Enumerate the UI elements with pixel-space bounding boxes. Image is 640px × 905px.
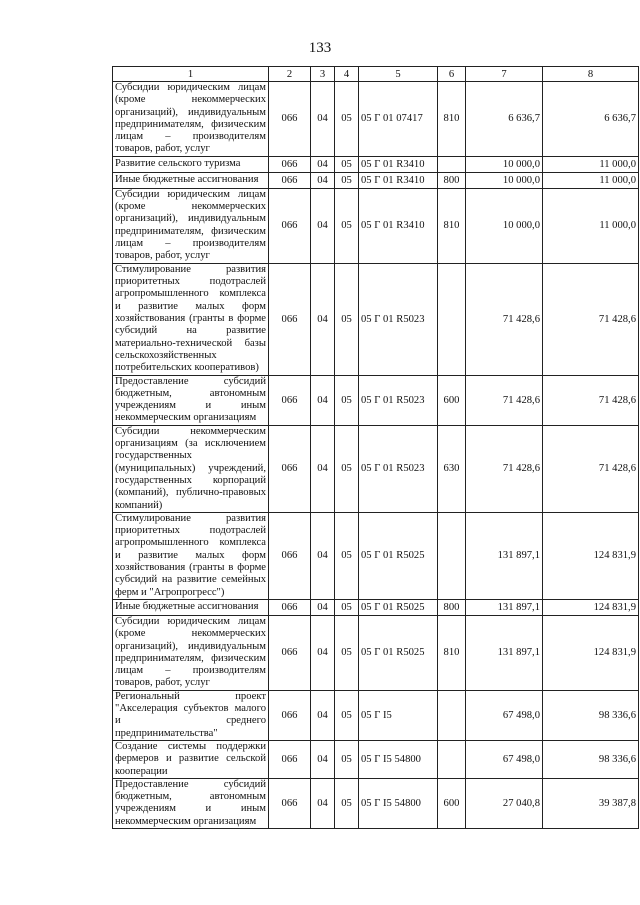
target-article-code: 05 Г I5 54800 (359, 778, 438, 828)
table-row (113, 263, 639, 375)
subsection-code: 05 (335, 615, 359, 690)
subsection-code: 05 (335, 156, 359, 172)
column-header: 8 (543, 67, 639, 82)
column-header: 1 (113, 67, 269, 82)
grbs-code: 066 (269, 82, 311, 157)
grbs-code: 066 (269, 512, 311, 599)
table-row (113, 615, 639, 690)
header-row (113, 67, 639, 82)
section-code: 04 (311, 740, 335, 778)
target-article-code: 05 Г 01 R5025 (359, 599, 438, 615)
expense-type-code: 810 (438, 615, 466, 690)
row-name: Развитие сельского туризма (113, 156, 269, 172)
amount-year-1: 131 897,1 (466, 615, 543, 690)
target-article-code: 05 Г I5 (359, 690, 438, 740)
subsection-code: 05 (335, 740, 359, 778)
expense-type-code: 800 (438, 172, 466, 188)
amount-year-1: 71 428,6 (466, 425, 543, 512)
grbs-code: 066 (269, 172, 311, 188)
section-code: 04 (311, 425, 335, 512)
table-row (113, 512, 639, 599)
target-article-code: 05 Г 01 R5025 (359, 615, 438, 690)
amount-year-2: 39 387,8 (543, 778, 639, 828)
expense-type-code (438, 156, 466, 172)
target-article-code: 05 Г 01 R3410 (359, 156, 438, 172)
amount-year-2: 11 000,0 (543, 172, 639, 188)
amount-year-2: 11 000,0 (543, 188, 639, 263)
grbs-code: 066 (269, 263, 311, 375)
amount-year-2: 71 428,6 (543, 425, 639, 512)
table-row (113, 156, 639, 172)
target-article-code: 05 Г 01 R5025 (359, 512, 438, 599)
amount-year-1: 67 498,0 (466, 690, 543, 740)
amount-year-1: 27 040,8 (466, 778, 543, 828)
subsection-code: 05 (335, 188, 359, 263)
section-code: 04 (311, 82, 335, 157)
grbs-code: 066 (269, 599, 311, 615)
amount-year-2: 98 336,6 (543, 740, 639, 778)
target-article-code: 05 Г 01 R5023 (359, 263, 438, 375)
expense-type-code: 810 (438, 188, 466, 263)
subsection-code: 05 (335, 172, 359, 188)
amount-year-2: 11 000,0 (543, 156, 639, 172)
expense-type-code (438, 740, 466, 778)
expense-type-code (438, 690, 466, 740)
row-name: Субсидии юридическим лицам (кроме некоммерческих организаций), индивидуальным предпринимателям, физическим лицам – производителям товаров, работ, услуг (113, 188, 269, 263)
amount-year-2: 124 831,9 (543, 512, 639, 599)
amount-year-2: 98 336,6 (543, 690, 639, 740)
budget-table (112, 66, 639, 829)
row-name: Субсидии некоммерческим организациям (за исключением государственных (муниципальных) учреждений, государственных корпораций (компаний), публично-правовых компаний) (113, 425, 269, 512)
section-code: 04 (311, 615, 335, 690)
amount-year-2: 124 831,9 (543, 615, 639, 690)
table-row (113, 375, 639, 425)
amount-year-1: 131 897,1 (466, 512, 543, 599)
table-row (113, 425, 639, 512)
target-article-code: 05 Г 01 R5023 (359, 425, 438, 512)
section-code: 04 (311, 156, 335, 172)
section-code: 04 (311, 263, 335, 375)
column-header: 4 (335, 67, 359, 82)
table-row (113, 82, 639, 157)
subsection-code: 05 (335, 425, 359, 512)
column-header: 6 (438, 67, 466, 82)
amount-year-1: 131 897,1 (466, 599, 543, 615)
grbs-code: 066 (269, 425, 311, 512)
expense-type-code: 600 (438, 375, 466, 425)
section-code: 04 (311, 690, 335, 740)
section-code: 04 (311, 599, 335, 615)
section-code: 04 (311, 172, 335, 188)
column-header: 7 (466, 67, 543, 82)
grbs-code: 066 (269, 375, 311, 425)
row-name: Стимулирование развития приоритетных подотраслей агропромышленного комплекса и развитие малых форм хозяйствования (гранты в форме субсидий на развитие семейных ферм и "Агропрогресс") (113, 512, 269, 599)
section-code: 04 (311, 188, 335, 263)
table-row (113, 778, 639, 828)
row-name: Предоставление субсидий бюджетным, автономным учреждениям и иным некоммерческим организациям (113, 778, 269, 828)
table-row (113, 740, 639, 778)
amount-year-1: 71 428,6 (466, 263, 543, 375)
grbs-code: 066 (269, 740, 311, 778)
target-article-code: 05 Г I5 54800 (359, 740, 438, 778)
row-name: Субсидии юридическим лицам (кроме некоммерческих организаций), индивидуальным предпринимателям, физическим лицам – производителям товаров, работ, услуг (113, 615, 269, 690)
amount-year-2: 71 428,6 (543, 263, 639, 375)
grbs-code: 066 (269, 778, 311, 828)
subsection-code: 05 (335, 82, 359, 157)
table-row (113, 599, 639, 615)
expense-type-code: 810 (438, 82, 466, 157)
amount-year-2: 71 428,6 (543, 375, 639, 425)
subsection-code: 05 (335, 512, 359, 599)
page-number: 133 (308, 40, 332, 56)
target-article-code: 05 Г 01 R3410 (359, 172, 438, 188)
section-code: 04 (311, 375, 335, 425)
grbs-code: 066 (269, 188, 311, 263)
subsection-code: 05 (335, 778, 359, 828)
subsection-code: 05 (335, 375, 359, 425)
table-row (113, 172, 639, 188)
amount-year-2: 6 636,7 (543, 82, 639, 157)
amount-year-2: 124 831,9 (543, 599, 639, 615)
subsection-code: 05 (335, 263, 359, 375)
grbs-code: 066 (269, 690, 311, 740)
grbs-code: 066 (269, 156, 311, 172)
target-article-code: 05 Г 01 R5023 (359, 375, 438, 425)
amount-year-1: 10 000,0 (466, 188, 543, 263)
section-code: 04 (311, 512, 335, 599)
amount-year-1: 10 000,0 (466, 172, 543, 188)
row-name: Субсидии юридическим лицам (кроме некоммерческих организаций), индивидуальным предпринимателям, физическим лицам – производителям товаров, работ, услуг (113, 82, 269, 157)
expense-type-code: 630 (438, 425, 466, 512)
subsection-code: 05 (335, 690, 359, 740)
expense-type-code (438, 263, 466, 375)
row-name: Иные бюджетные ассигнования (113, 172, 269, 188)
expense-type-code (438, 512, 466, 599)
row-name: Создание системы поддержки фермеров и развитие сельской кооперации (113, 740, 269, 778)
grbs-code: 066 (269, 615, 311, 690)
subsection-code: 05 (335, 599, 359, 615)
target-article-code: 05 Г 01 07417 (359, 82, 438, 157)
row-name: Региональный проект "Акселерация субъектов малого и среднего предпринимательства" (113, 690, 269, 740)
expense-type-code: 800 (438, 599, 466, 615)
table-row (113, 690, 639, 740)
amount-year-1: 67 498,0 (466, 740, 543, 778)
section-code: 04 (311, 778, 335, 828)
column-header: 5 (359, 67, 438, 82)
column-header: 2 (269, 67, 311, 82)
column-header: 3 (311, 67, 335, 82)
table-row (113, 188, 639, 263)
amount-year-1: 71 428,6 (466, 375, 543, 425)
target-article-code: 05 Г 01 R3410 (359, 188, 438, 263)
amount-year-1: 10 000,0 (466, 156, 543, 172)
row-name: Иные бюджетные ассигнования (113, 599, 269, 615)
row-name: Стимулирование развития приоритетных подотраслей агропромышленного комплекса и развитие малых форм хозяйствования (гранты в форме субсидий на развитие материально-технической базы сельскохозяйственных потребительских кооперативов) (113, 263, 269, 375)
amount-year-1: 6 636,7 (466, 82, 543, 157)
expense-type-code: 600 (438, 778, 466, 828)
row-name: Предоставление субсидий бюджетным, автономным учреждениям и иным некоммерческим организациям (113, 375, 269, 425)
